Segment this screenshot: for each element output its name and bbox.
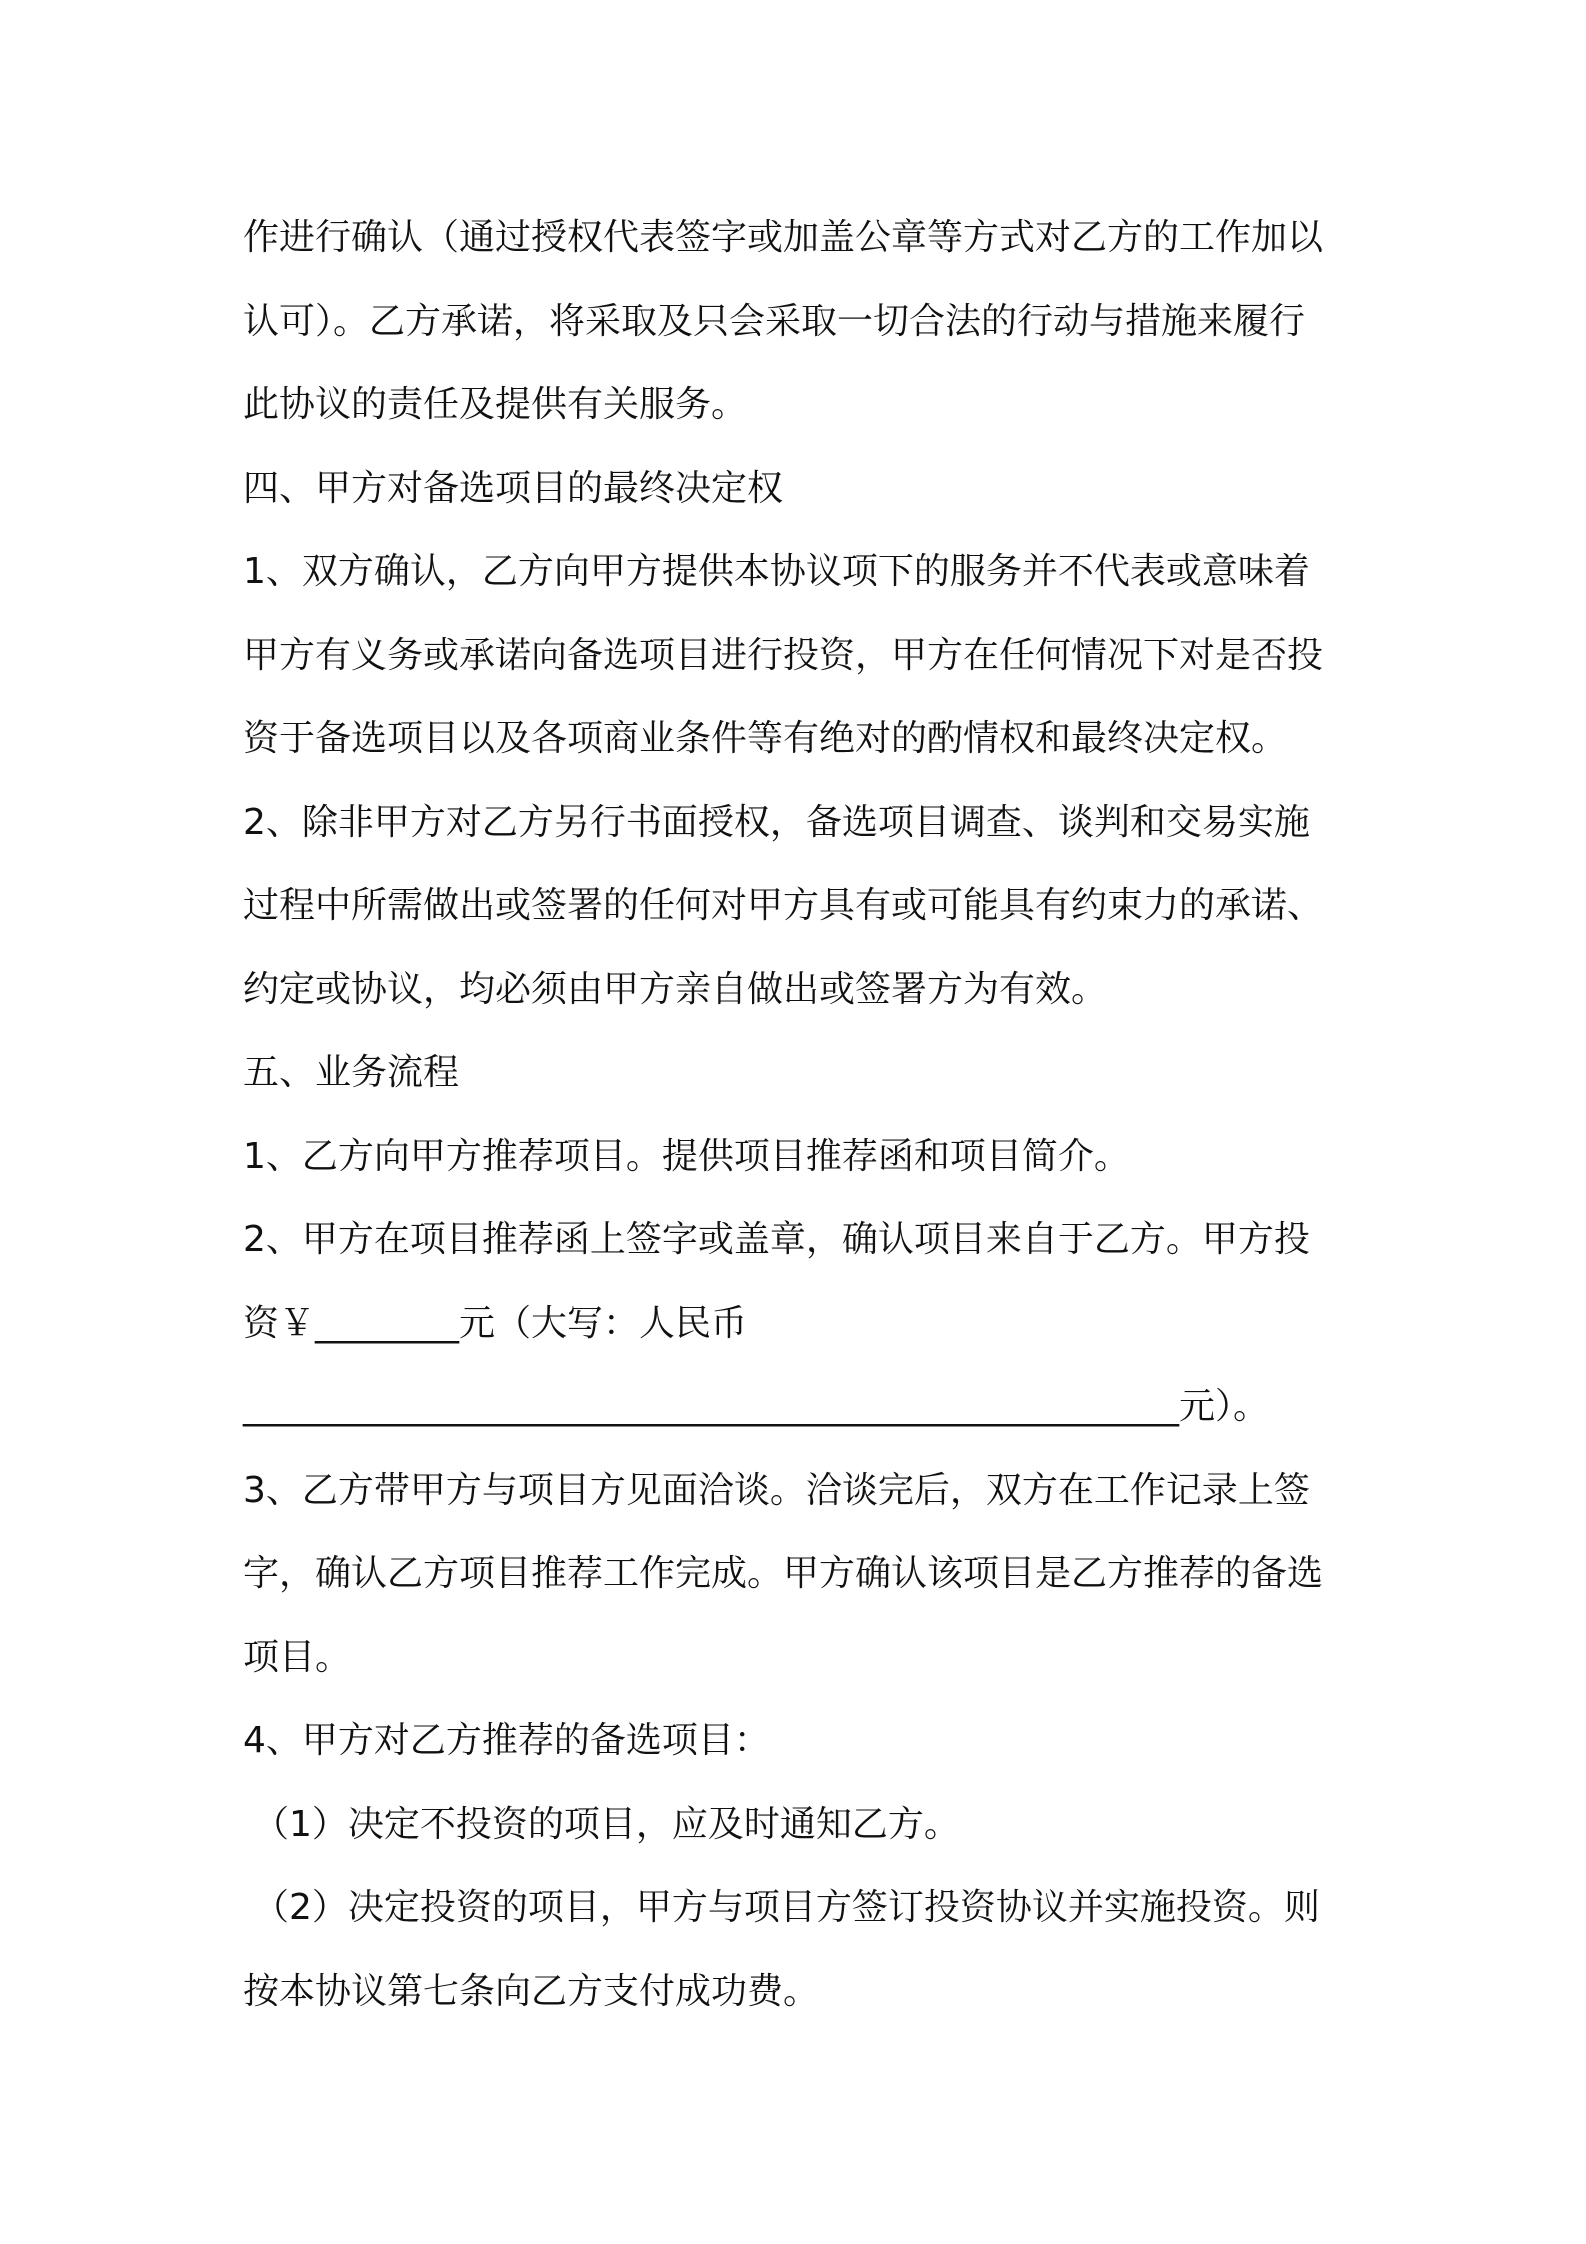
clause-5-2-line-1: 2、甲方在项目推荐函上签字或盖章，确认项目来自于乙方。甲方投: [243, 1219, 1310, 1260]
clause-5-3-line-2: 字，确认乙方项目推荐工作完成。甲方确认该项目是乙方推荐的备选: [243, 1553, 1324, 1594]
clause-4-1-line-1: 1、双方确认，乙方向甲方提供本协议项下的服务并不代表或意味着: [243, 551, 1310, 592]
clause-5-4-item-2-line-2: 按本协议第七条向乙方支付成功费。: [243, 1970, 820, 2012]
clause-5-2-line-2: 资￥________元（大写：人民币: [243, 1302, 748, 1344]
clause-4-2-line-3: 约定或协议，均必须由甲方亲自做出或签署方为有效。: [243, 968, 1108, 1010]
section-heading-5: 五、业务流程: [243, 1052, 460, 1093]
clause-5-4-line-1: 4、甲方对乙方推荐的备选项目：: [243, 1720, 770, 1761]
clause-5-4-item-2-line-1: （2）决定投资的项目，甲方与项目方签订投资协议并实施投资。则: [253, 1887, 1320, 1928]
clause-4-2-line-1: 2、除非甲方对乙方另行书面授权，备选项目调查、谈判和交易实施: [243, 801, 1310, 843]
clause-4-1-line-3: 资于备选项目以及各项商业条件等有绝对的酌情权和最终决定权。: [243, 718, 1288, 759]
paragraph-line-2: 认可）。乙方承诺，将采取及只会采取一切合法的行动与措施来履行: [243, 300, 1306, 342]
document-body: [243, 196, 1353, 2033]
clause-5-3-line-1: 3、乙方带甲方与项目方见面洽谈。洽谈完后，双方在工作记录上签: [243, 1469, 1310, 1511]
clause-4-2-line-2: 过程中所需做出或签署的任何对甲方具有或可能具有约束力的承诺、: [243, 885, 1324, 926]
clause-5-1-line-1: 1、乙方向甲方推荐项目。提供项目推荐函和项目简介。: [243, 1135, 1130, 1177]
clause-5-3-line-3: 项目。: [243, 1636, 352, 1678]
paragraph-line-1: 作进行确认（通过授权代表签字或加盖公章等方式对乙方的工作加以: [243, 217, 1324, 258]
clause-5-4-item-1: （1）决定不投资的项目，应及时通知乙方。: [253, 1803, 960, 1845]
clause-4-1-line-2: 甲方有义务或承诺向备选项目进行投资，甲方在任何情况下对是否投: [243, 634, 1324, 676]
paragraph-line-3: 此协议的责任及提供有关服务。: [243, 384, 748, 425]
clause-5-2-line-3: ____________________________________________________元）。: [243, 1386, 1269, 1427]
section-heading-4: 四、甲方对备选项目的最终决定权: [243, 467, 784, 509]
